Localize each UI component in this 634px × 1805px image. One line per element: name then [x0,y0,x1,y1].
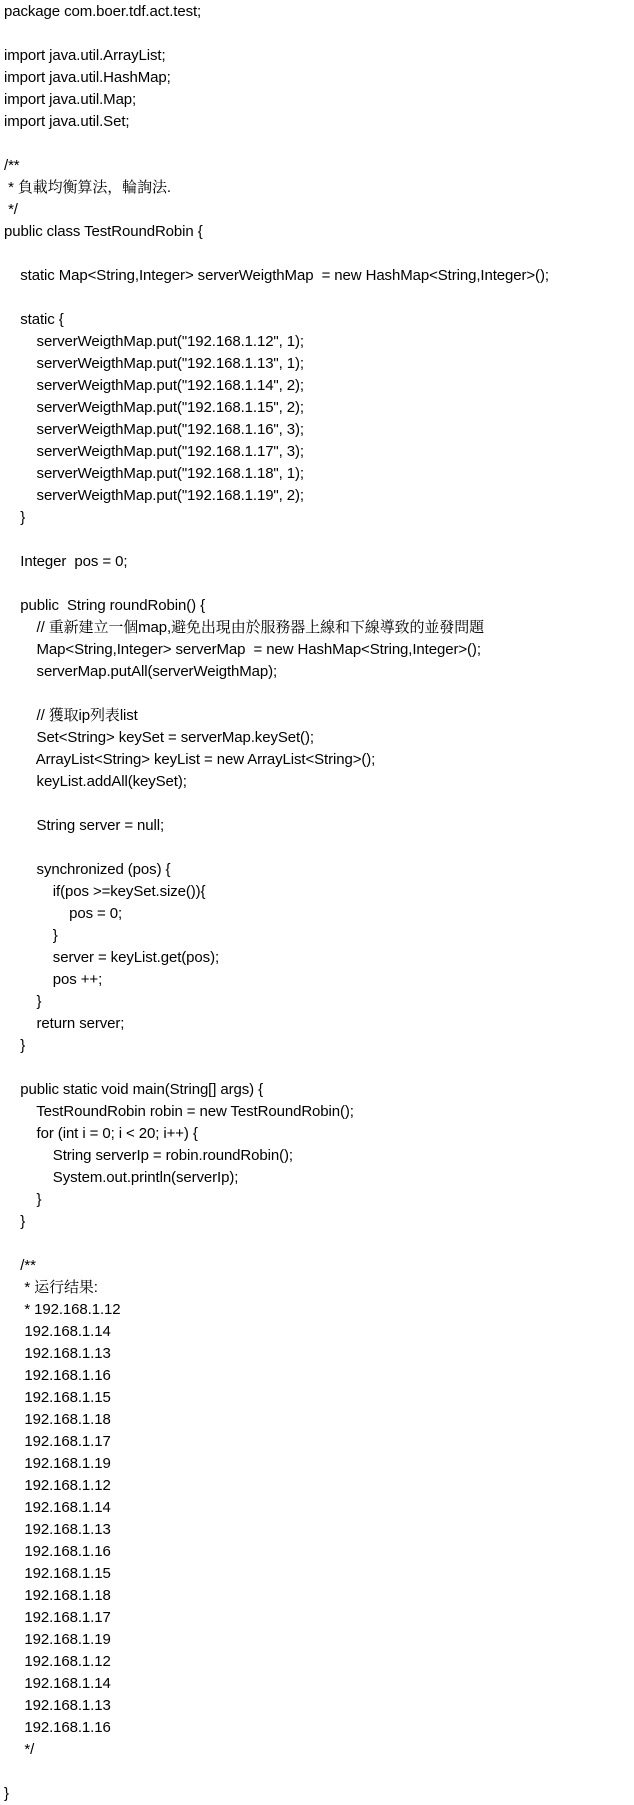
code-line: } [4,1785,9,1802]
code-line: TestRoundRobin robin = new TestRoundRobin(); [4,1103,354,1120]
code-line: public String roundRobin() { [4,597,205,614]
code-line: 192.168.1.12 [4,1653,111,1670]
code-line [4,1761,549,1783]
code-line: package com.boer.tdf.act.test; [4,3,202,20]
code-line: } [4,1213,26,1230]
code-line: serverWeigthMap.put("192.168.1.15", 2); [4,399,304,416]
code-line: 192.168.1.15 [4,1565,111,1582]
code-line: public static void main(String[] args) { [4,1081,264,1098]
code-line: 192.168.1.16 [4,1719,111,1736]
code-line: serverWeigthMap.put("192.168.1.14", 2); [4,377,304,394]
code-line [4,793,549,815]
code-line [4,243,549,265]
code-line: // 獲取ip列表list [4,707,138,724]
code-line: keyList.addAll(keySet); [4,773,187,790]
code-line: Set<String> keySet = serverMap.keySet(); [4,729,314,746]
code-line [4,837,549,859]
code-line: static { [4,311,64,328]
code-line [4,23,549,45]
code-line: } [4,993,42,1010]
code-line: */ [4,1741,35,1758]
code-line: System.out.println(serverIp); [4,1169,239,1186]
code-line: } [4,927,58,944]
code-line: /** [4,157,20,174]
code-line: } [4,509,26,526]
code-line: 192.168.1.17 [4,1609,111,1626]
code-line: serverWeigthMap.put("192.168.1.17", 3); [4,443,304,460]
code-line [4,573,549,595]
code-line [4,287,549,309]
code-line [4,133,549,155]
code-line: * 运行结果: [4,1279,98,1296]
code-line: 192.168.1.19 [4,1455,111,1472]
code-line: } [4,1037,26,1054]
code-line: serverWeigthMap.put("192.168.1.13", 1); [4,355,304,372]
code-line: serverWeigthMap.put("192.168.1.19", 2); [4,487,304,504]
code-line: */ [4,201,18,218]
code-line: public class TestRoundRobin { [4,223,203,240]
code-line: serverWeigthMap.put("192.168.1.18", 1); [4,465,304,482]
code-line: serverMap.putAll(serverWeigthMap); [4,663,278,680]
code-line: 192.168.1.13 [4,1345,111,1362]
code-line [4,683,549,705]
code-line: 192.168.1.13 [4,1697,111,1714]
code-line: Map<String,Integer> serverMap = new HashMap<String,Integer>(); [4,641,481,658]
code-line: 192.168.1.14 [4,1499,111,1516]
code-line: pos = 0; [4,905,123,922]
code-line: static Map<String,Integer> serverWeigthMap = new HashMap<String,Integer>(); [4,267,549,284]
code-line: ArrayList<String> keyList = new ArrayList<String>(); [4,751,376,768]
code-listing [4,1,549,1805]
code-line: serverWeigthMap.put("192.168.1.16", 3); [4,421,304,438]
code-line: 192.168.1.13 [4,1521,111,1538]
code-line: /** [4,1257,36,1274]
code-line: 192.168.1.19 [4,1631,111,1648]
code-line: 192.168.1.18 [4,1411,111,1428]
code-line: synchronized (pos) { [4,861,171,878]
code-line: * 192.168.1.12 [4,1301,121,1318]
code-line: 192.168.1.17 [4,1433,111,1450]
code-line: pos ++; [4,971,103,988]
code-line: for (int i = 0; i < 20; i++) { [4,1125,198,1142]
code-line: 192.168.1.16 [4,1367,111,1384]
code-line: import java.util.HashMap; [4,69,171,86]
code-line: import java.util.Map; [4,91,137,108]
code-line: Integer pos = 0; [4,553,128,570]
code-line: 192.168.1.16 [4,1543,111,1560]
code-line [4,1233,549,1255]
code-line: 192.168.1.15 [4,1389,111,1406]
code-line: 192.168.1.14 [4,1323,111,1340]
code-line: } [4,1191,42,1208]
code-line: String serverIp = robin.roundRobin(); [4,1147,293,1164]
code-line: // 重新建立一個map,避免出現由於服務器上線和下線導致的並發問題 [4,619,484,636]
code-line: if(pos >=keySet.size()){ [4,883,206,900]
code-line [4,529,549,551]
code-line: 192.168.1.14 [4,1675,111,1692]
code-line: import java.util.ArrayList; [4,47,166,64]
code-line: String server = null; [4,817,165,834]
code-line: * 負載均衡算法，輪詢法. [4,179,171,196]
code-line: serverWeigthMap.put("192.168.1.12", 1); [4,333,304,350]
code-line: server = keyList.get(pos); [4,949,220,966]
code-line: 192.168.1.18 [4,1587,111,1604]
code-line: 192.168.1.12 [4,1477,111,1494]
code-line [4,1057,549,1079]
code-line: return server; [4,1015,125,1032]
code-line: import java.util.Set; [4,113,130,130]
